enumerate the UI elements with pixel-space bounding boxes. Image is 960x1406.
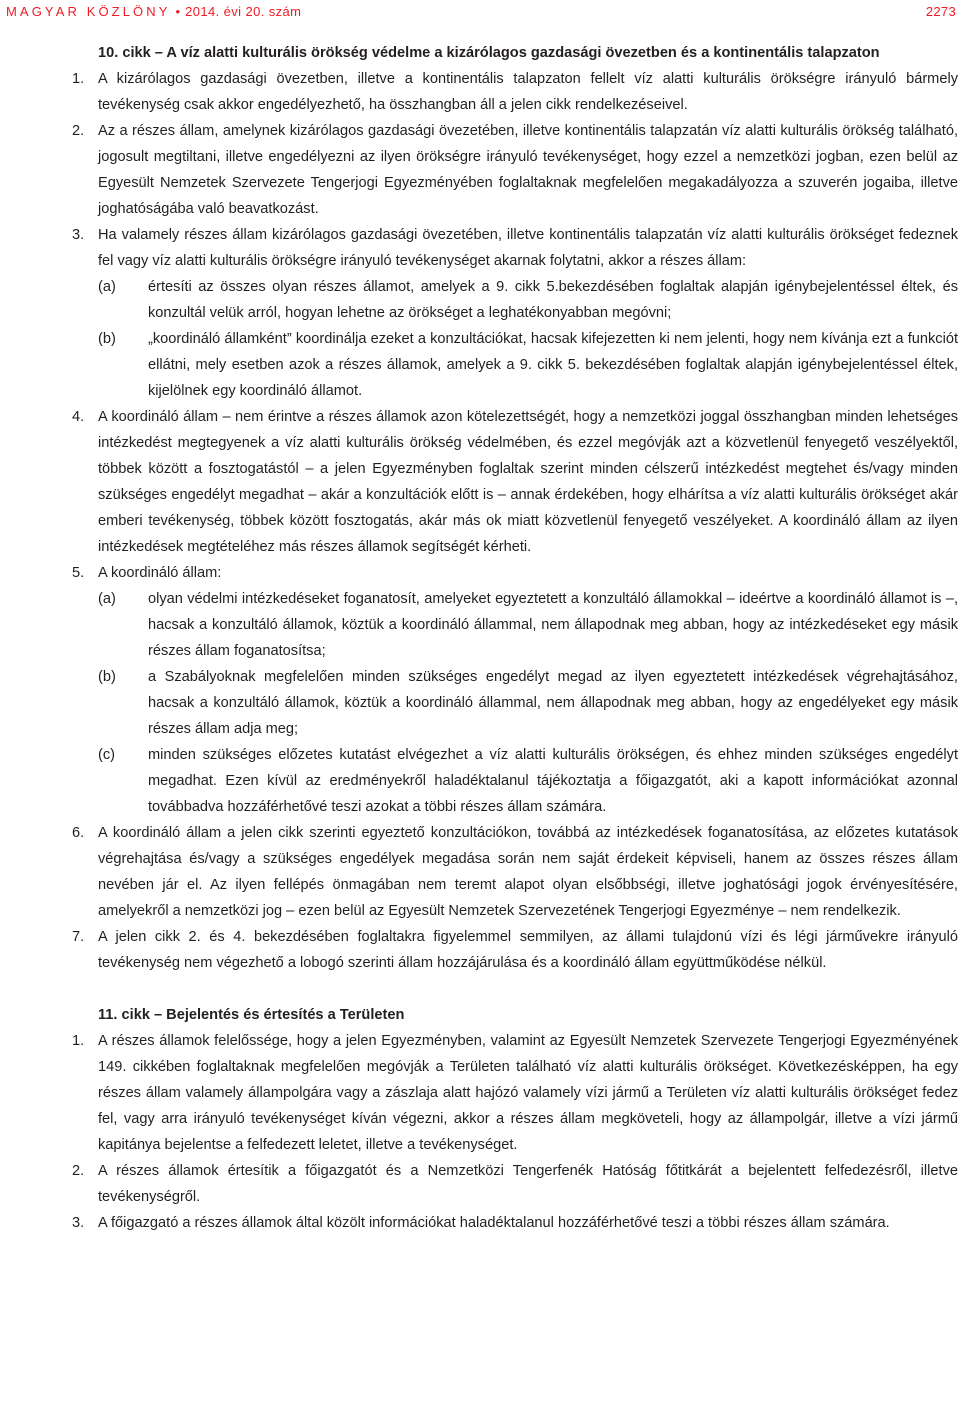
item-letter: (a) [98,279,116,295]
paragraph-text: Az a részes állam, amelynek kizárólagos gazdasági övezetében, illetve kontinentális talapzatán víz alatti kulturális örökség található, jogosult megtiltani, illetve engedélyezni az ilyen örökségre irányuló tevékenységet, hogy ezzel a nemzetközi jogban, ezen belül az Egyesült Nemzetek Szervezete Tengerjogi Egyezményében foglaltaknak megfelelően megakadályozza a szuverén jogaiba, illetve joghatóságába való beavatkozást. [98,123,958,217]
paragraph-text: A részes államok értesítik a főigazgatót és a Nemzetközi Tengerfenék Hatóság főtitkárát a bejelentett felfedezésről, illetve tevékenységről. [98,1163,958,1205]
article-11-paragraph-3 [72,1210,958,1236]
article-10-paragraph-2 [72,118,958,222]
item-letter: (b) [98,669,116,685]
article-11-paragraph-2 [72,1158,958,1210]
paragraph-text: A koordináló állam a jelen cikk szerinti egyeztető konzultációkon, továbbá az intézkedések foganatosítása, az előzetes kutatások végrehajtása és/vagy a szükséges engedélyek megadása során nem saját érdekeit képviseli, hanem az összes részes állam nevében jár el. Az ilyen fellépés önmagában nem teremt alapot olyan elsőbbségi, illetve joghatósági jogok érvényesítésére, amelyekről a nemzetközi jog – ezen belül az Egyesült Nemzetek Szervezetének Tengerjogi Egyezménye – nem rendelkezik. [98,825,958,919]
paragraph-text: A főigazgató a részes államok által közölt információkat haladéktalanul hozzáférhetővé teszi a többi részes állam számára. [98,1215,890,1231]
article-10-title: 10. cikk – A víz alatti kulturális örökség védelme a kizárólagos gazdasági övezetben és a kontinentális talapzaton [98,45,880,61]
header-bullet: • [175,4,181,19]
paragraph-number: 4. [72,409,85,425]
paragraph-text: A részes államok felelőssége, hogy a jelen Egyezményben, valamint az Egyesült Nemzetek Szervezete Tengerjogi Egyezményének 149. cikkében foglaltaknak megfelelően megóvják a Területen található víz alatti kulturális örökséget. Következésképpen, ha egy részes állam valamely állampolgára vagy a zászlaja alatt hajózó valamely vízi jármű a Területen víz alatti kulturális örökséget fedez fel, vagy arra irányuló tevékenységet kíván végezni, akkor a részes állam megköveteli, hogy az állampolgár, illetve a vízi jármű kapitánya bejelentse a felfedezett leletet, illetve a tevékenységet. [98,1033,958,1153]
article-10-paragraph-3 [72,222,958,274]
item-letter: (a) [98,591,116,607]
item-text: olyan védelmi intézkedéseket foganatosít, amelyeket egyeztetett a konzultáló államokkal – ideértve a koordináló államot is –, hacsak a konzultáló államok, köztük a koordináló állammal, nem állapodnak meg abban, hogy az intézkedéseket egy másik részes állam foganatosítsa; [148,591,958,659]
issue-number: 2014. évi 20. szám [185,4,302,19]
item-letter: (c) [98,747,116,763]
paragraph-5-item-b [72,664,958,742]
article-11-paragraph-1 [72,1028,958,1158]
paragraph-number: 2. [72,123,85,139]
paragraph-number: 6. [72,825,85,841]
item-text: értesíti az összes olyan részes államot, amelyek a 9. cikk 5.bekezdésében foglaltak alapján igénybejelentéssel éltek, és konzultál velük arról, hogyan lehetne az örökséget a leghatékonyabban megóvni; [148,279,958,321]
document-body [72,40,958,1236]
article-10-paragraph-6 [72,820,958,924]
journal-header [6,4,301,19]
article-10-paragraph-1 [72,66,958,118]
article-10-paragraph-7 [72,924,958,976]
item-text: minden szükséges előzetes kutatást elvégezhet a víz alatti kulturális örökségen, és ehhez minden szükséges engedélyt megadhat. Ezen kívül az eredményekről haladéktalanul tájékoztatja a főigazgatót, aki a kapott információkat azonnal továbbadva hozzáférhetővé teszi azokat a többi részes állam számára. [148,747,958,815]
paragraph-text: A kizárólagos gazdasági övezetben, illetve a kontinentális talapzaton fellelt víz alatti kulturális örökségre irányuló bármely tevékenység csak akkor engedélyezhető, ha összhangban áll a jelen cikk rendelkezéseivel. [98,71,958,113]
paragraph-number: 1. [72,71,85,87]
paragraph-number: 3. [72,227,85,243]
article-10-paragraph-4 [72,404,958,560]
paragraph-number: 5. [72,565,85,581]
paragraph-text: A jelen cikk 2. és 4. bekezdésében foglaltakra figyelemmel semmilyen, az állami tulajdonú vízi és légi járművekre irányuló tevékenység nem végezhető a lobogó szerinti állam hozzájárulása és a koordináló állam együttműködése nélkül. [98,929,958,971]
item-text: „koordináló államként” koordinálja ezeket a konzultációkat, hacsak kifejezetten ki nem jelenti, hogy nem kívánja ezt a funkciót ellátni, mely esetben azok a részes államok, amelyek a 9. cikk 5. bekezdésében foglaltak alapján igénybejelentéssel éltek, kijelölnek egy koordináló államot. [148,331,958,399]
paragraph-number: 3. [72,1215,85,1231]
article-11-title: 11. cikk – Bejelentés és értesítés a Területen [98,1007,405,1023]
paragraph-number: 1. [72,1033,85,1049]
paragraph-text: A koordináló állam – nem érintve a részes államok azon kötelezettségét, hogy a nemzetközi joggal összhangban minden lehetséges intézkedést megtegyenek a víz alatti kulturális örökség védelmében, és ezzel megóvják azt a közvetlenül fenyegető veszélyektől, többek között a fosztogatástól – a jelen Egyezményben foglaltak szerint minden célszerű intézkedést megtehet és/vagy minden szükséges engedélyt megadhat – akár a konzultációk előtt is – annak érdekében, hogy elhárítsa a víz alatti kulturális örökséget akár emberi tevékenység, többek között fosztogatás, akár más ok miatt közvetlenül fenyegető veszélyeket. A koordináló állam az ilyen intézkedések megtételéhez más részes államok segítségét kérheti. [98,409,958,555]
page-number: 2273 [925,4,956,19]
paragraph-number: 7. [72,929,85,945]
paragraph-number: 2. [72,1163,85,1179]
paragraph-5-item-c [72,742,958,820]
item-letter: (b) [98,331,116,347]
paragraph-text: A koordináló állam: [98,565,222,581]
paragraph-text: Ha valamely részes állam kizárólagos gazdasági övezetében, illetve kontinentális talapzatán víz alatti kulturális örökséget fedeznek fel vagy víz alatti kulturális örökségre irányuló tevékenységet akarnak folytatni, akkor a részes állam: [98,227,958,269]
section-spacer [72,976,958,1002]
paragraph-5-item-a [72,586,958,664]
article-10-paragraph-5 [72,560,958,586]
journal-name: MAGYAR KÖZLÖNY [6,4,171,19]
item-text: a Szabályoknak megfelelően minden szükséges engedélyt megad az ilyen egyeztetett intézkedések végrehajtásához, hacsak a konzultáló államok, köztük a koordináló állammal, nem állapodnak meg abban, hogy az engedélyeket egy másik részes állam adja meg; [148,669,958,737]
page-header [0,0,960,26]
paragraph-3-item-a [72,274,958,326]
paragraph-3-item-b [72,326,958,404]
